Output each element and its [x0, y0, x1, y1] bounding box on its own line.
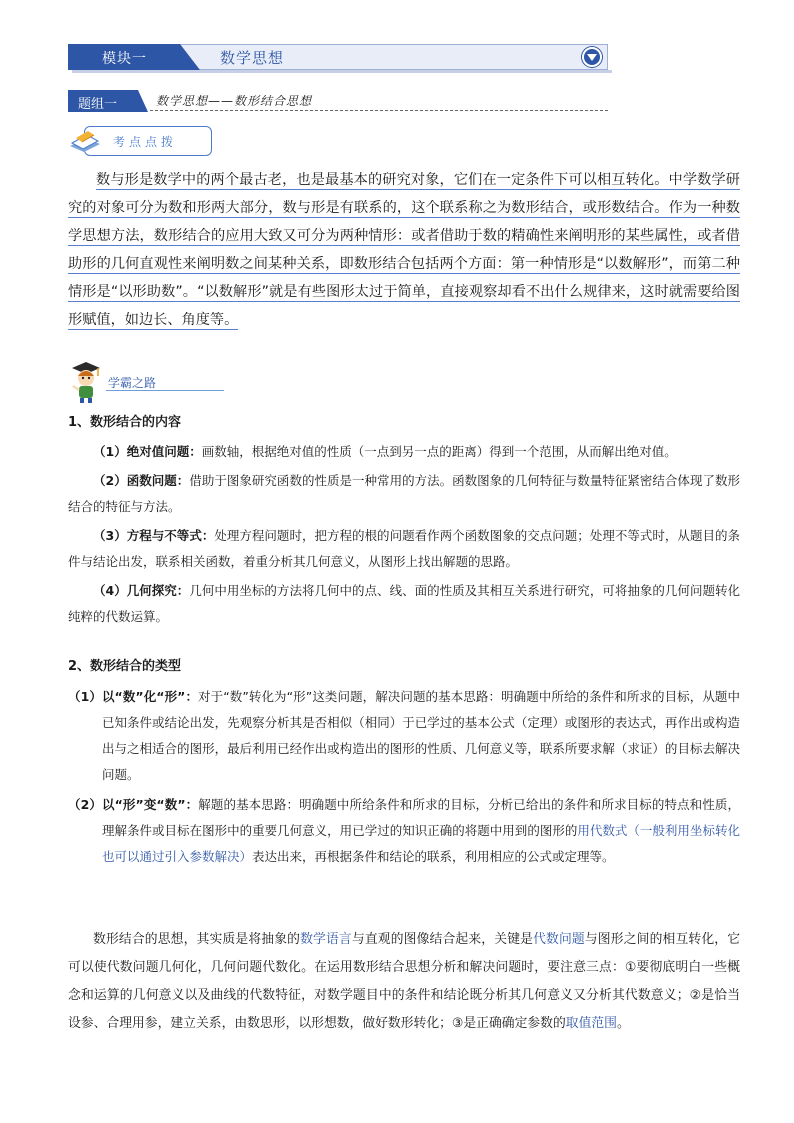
- group-header: [68, 90, 608, 112]
- chevron-down-icon[interactable]: [582, 47, 602, 67]
- section2-item-2: [68, 792, 740, 870]
- section1-item-2: [68, 468, 740, 520]
- xueba-underline: [106, 390, 224, 391]
- item-label: （4）几何探究：: [93, 583, 190, 598]
- item-label: （1）绝对值问题：: [93, 444, 202, 459]
- student-icon: [68, 360, 104, 404]
- item-text: 借助于图象研究函数的性质是一种常用的方法。函数图象的几何特征与数量特征紧密结合体现了数形结合的特征与方法。: [68, 473, 740, 514]
- intro-text: 数与形是数学中的两个最古老，也是最基本的研究对象，它们在一定条件下可以相互转化。中学数学研究的对象可分为数和形两大部分，数与形是有联系的，这个联系称之为数形结合，或形数结合。作为一种数学思想方法，数形结合的应用大致又可分为两种情形：或者借助于数的精确性来阐明形的某些属性，或者借助形的几何直观性来阐明数之间某种关系，即数形结合包括两个方面：第一种情形是“以数解形”，而第二种情形是“以形助数”。“以数解形”就是有些图形太过于简单，直接观察却看不出什么规律来，这时就需要给图形赋值，如边长、角度等。: [68, 172, 740, 328]
- module-banner: [68, 44, 608, 70]
- summary-highlight: 代数问题: [533, 932, 585, 947]
- summary-text: 与图形之间的相互转化，它可以使代数问题几何化，几何问题代数化。在运用数形结合思想分析和解决问题时，要注意三点：①要彻底明白一些概念和运算的几何意义以及曲线的代数特征，对数学题目中的条件和结论既分析其几何意义又分析其代数意义；②是恰当设参、合理用参，建立关系，由数思形，以形想数，做好数形转化；③是正确确定参数的: [68, 932, 741, 1031]
- group-tag-label: 题组一: [78, 97, 118, 112]
- book-icon: [68, 128, 102, 154]
- item-text: 对于“数”转化为“形”这类问题，解决问题的基本思路：明确题中所给的条件和所求的目标，从题中已知条件或结论出发，先观察分析其是否相似（相同）于已学过的基本公式（定理）或图形的表达式，再作出或构造出与之相适合的图形，最后利用已经作出或构造出的图形的性质、几何意义等，联系所要求解（求证）的目标去解决问题。: [102, 689, 740, 782]
- summary-highlight: 数学语言: [300, 932, 352, 947]
- item-text: 画数轴，根据绝对值的性质（一点到另一点的距离）得到一个范围，从而解出绝对值。: [201, 444, 677, 459]
- group-title: 数学思想——数形结合思想: [156, 94, 313, 108]
- section1-item-4: [68, 578, 740, 630]
- banner-shadow: [72, 70, 612, 73]
- intro-paragraph: [68, 166, 740, 334]
- section-content: [68, 410, 740, 630]
- summary-text: 数形结合的思想，其实质是将抽象的: [93, 932, 301, 947]
- item-label: （2）以“形”变“数”：: [68, 797, 199, 812]
- item-label: （2）函数问题：: [93, 473, 190, 488]
- kaodian-label: 考点点拨: [113, 135, 178, 149]
- module-label: 模块一: [102, 51, 147, 67]
- summary-text: 与直观的图像结合起来，关键是: [351, 932, 534, 947]
- section-types: [68, 654, 740, 870]
- module-title: 数学思想: [220, 49, 285, 67]
- section1-heading: 1、数形结合的内容: [68, 415, 182, 430]
- group-divider: [150, 110, 608, 111]
- summary-highlight: 取值范围: [565, 1016, 617, 1031]
- summary-text: 。: [616, 1016, 630, 1031]
- summary-paragraph: [68, 926, 740, 1038]
- section2-item-1: [68, 684, 740, 788]
- item-text-highlight: 用代数式（一般利用坐标转化也可以通过引入参数解决）: [102, 823, 740, 864]
- item-text: 解题的基本思路：明确题中所给条件和所求的目标，分析已给出的条件和所求目标的特点和性质，理解条件或目标在图形中的重要几何意义，用已学过的知识正确的将题中用到的图形的: [102, 797, 740, 838]
- item-label: （3）方程与不等式：: [93, 528, 215, 543]
- item-text: 表达出来，再根据条件和结论的联系，利用相应的公式或定理等。: [252, 849, 615, 864]
- item-label: （1）以“数”化“形”：: [68, 689, 199, 704]
- section2-heading: 2、数形结合的类型: [68, 659, 182, 674]
- xueba-header: [68, 360, 228, 404]
- xueba-label: 学霸之路: [108, 376, 157, 390]
- kaodian-badge: [68, 124, 212, 158]
- item-text: 几何中用坐标的方法将几何中的点、线、面的性质及其相互关系进行研究，可将抽象的几何问题转化纯粹的代数运算。: [68, 583, 740, 624]
- item-text: 处理方程问题时，把方程的根的问题看作两个函数图象的交点问题；处理不等式时，从题目的条件与结论出发，联系相关函数，着重分析其几何意义，从图形上找出解题的思路。: [68, 528, 740, 569]
- section1-item-3: [68, 523, 740, 575]
- section1-item-1: [68, 439, 740, 465]
